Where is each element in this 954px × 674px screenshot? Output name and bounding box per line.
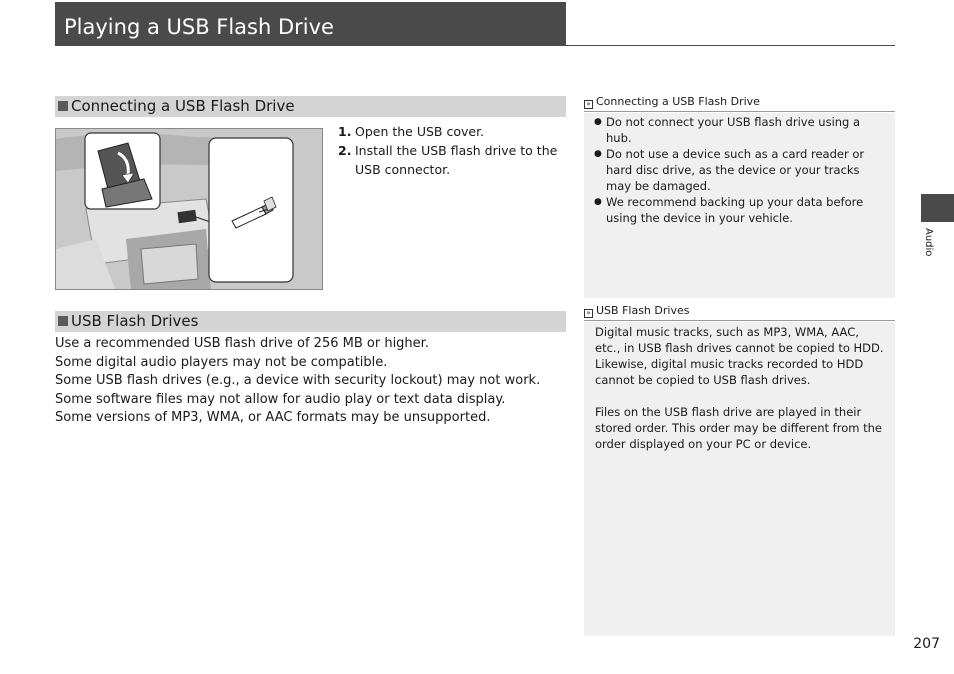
- chapter-tab[interactable]: [921, 194, 954, 222]
- page-number: 207: [913, 636, 940, 652]
- bullet-text: Do not connect your USB flash drive using a hub.: [606, 115, 861, 145]
- body-line: Some digital audio players may not be compatible.: [55, 354, 388, 370]
- step-text: Install the USB flash drive to the USB connector.: [355, 143, 558, 177]
- side-note-bullets: [594, 114, 886, 226]
- usb-illustration: [55, 128, 323, 290]
- body-line: Some software files may not allow for audio play or text data display.: [55, 391, 506, 407]
- square-bullet-icon: [58, 316, 68, 326]
- list-item: [594, 194, 886, 226]
- step-item: [338, 141, 566, 179]
- bullet-text: Do not use a device such as a card reader or hard disc drive, as the device or your tracks may be damaged.: [606, 147, 865, 193]
- list-item: [594, 146, 886, 194]
- section-heading-flash-drives: [55, 311, 566, 332]
- bullet-dot-icon: ●: [594, 149, 602, 159]
- bullet-dot-icon: ●: [594, 197, 602, 207]
- console-drawing: [56, 129, 323, 290]
- section-heading-connecting: [55, 96, 566, 117]
- body-line: Some USB flash drives (e.g., a device with security lockout) may not work.: [55, 373, 541, 388]
- body-line: Some versions of MP3, WMA, or AAC formats may be unsupported.: [55, 410, 491, 425]
- bullet-text: We recommend backing up your data before using the device in your vehicle.: [606, 195, 864, 225]
- note-arrow-icon: »: [584, 309, 593, 318]
- step-number: 2.: [338, 143, 352, 158]
- side-note-heading-1: [584, 93, 895, 112]
- chapter-tab-label: Audio: [923, 228, 934, 257]
- step-text: Open the USB cover.: [355, 124, 485, 139]
- list-item: [594, 114, 886, 146]
- section-heading-text: Connecting a USB Flash Drive: [71, 97, 295, 115]
- section-heading-text: USB Flash Drives: [71, 312, 199, 330]
- connecting-steps: [338, 122, 566, 179]
- step-number: 1.: [338, 124, 352, 139]
- title-rule: [55, 45, 895, 46]
- square-bullet-icon: [58, 101, 68, 111]
- side-note-heading-text: USB Flash Drives: [596, 304, 690, 317]
- page-title: Playing a USB Flash Drive: [55, 2, 566, 46]
- step-item: [338, 122, 566, 141]
- side-note-heading-text: Connecting a USB Flash Drive: [596, 95, 760, 108]
- note-paragraph: Files on the USB flash drive are played in their stored order. This order may be different from the order displayed on your PC or device.: [595, 405, 882, 451]
- body-line: Use a recommended USB flash drive of 256 MB or higher.: [55, 336, 429, 351]
- side-note-heading-2: [584, 302, 895, 321]
- flash-drives-text: [55, 335, 566, 428]
- note-arrow-icon: »: [584, 100, 593, 109]
- bullet-dot-icon: ●: [594, 117, 602, 127]
- note-paragraph: Digital music tracks, such as MP3, WMA, AAC, etc., in USB flash drives cannot be copied to HDD. Likewise, digital music tracks recorded to HDD cannot be copied to USB flash drives.: [595, 325, 884, 387]
- side-note-text: [595, 324, 887, 452]
